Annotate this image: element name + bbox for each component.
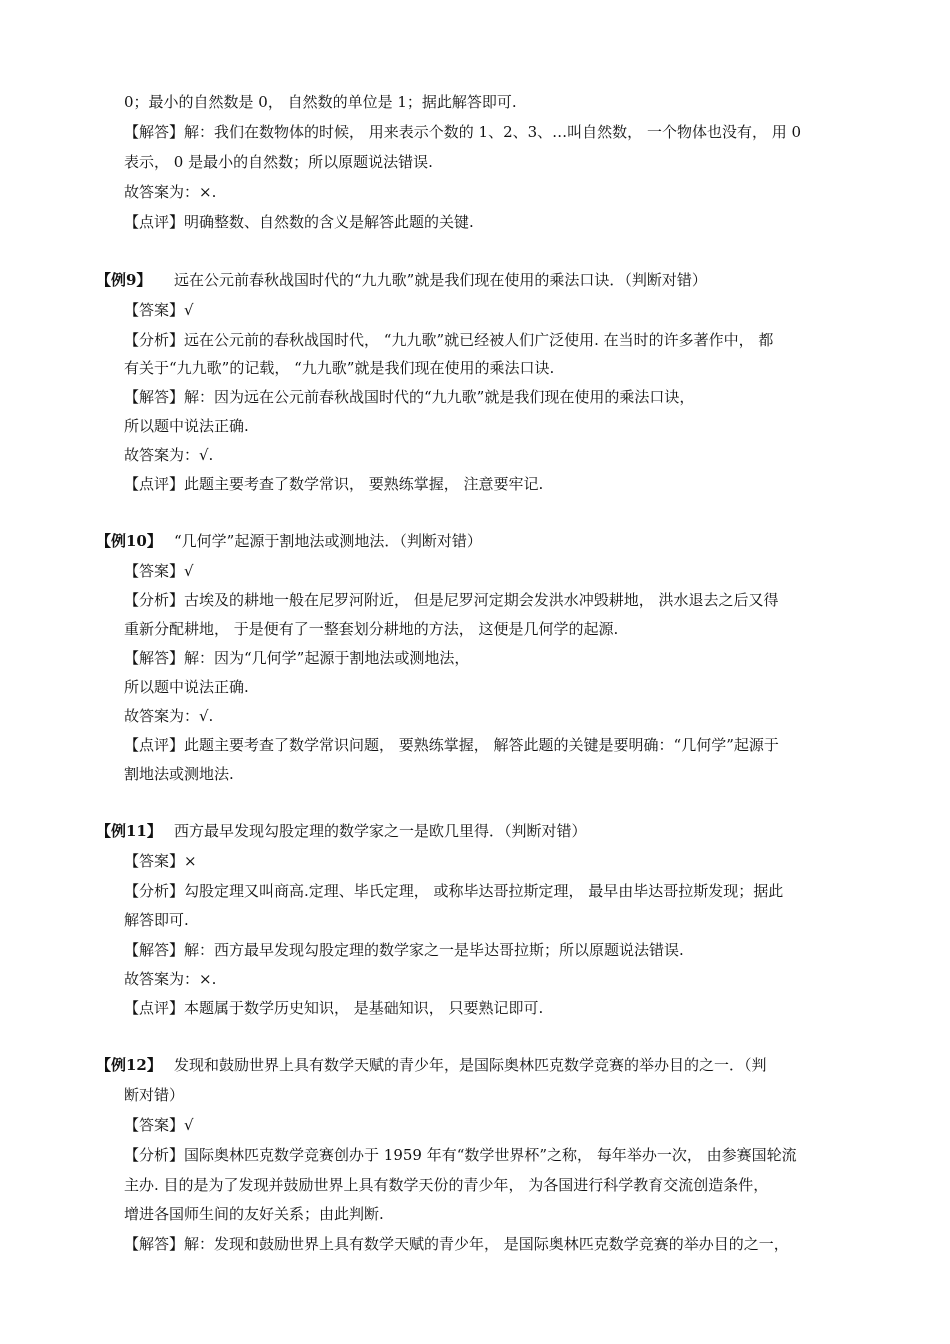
example-11-line: 解答即可. [124, 911, 189, 929]
intro-line-4: 故答案为：×. [124, 183, 217, 201]
example-10-line: 割地法或测地法. [124, 765, 234, 783]
intro-line-2: 【解答】解：我们在数物体的时候， 用来表示个数的 1、2、3、…叫自然数， 一个物体也没有， 用 0 [124, 123, 802, 141]
question-text: 西方最早发现勾股定理的数学家之一是欧几里得．（判断对错） [174, 822, 587, 840]
question-text: 发现和鼓励世界上具有数学天赋的青少年，是国际奥林匹克数学竞赛的举办目的之一．（判 [174, 1056, 767, 1074]
example-10-line: 【分析】古埃及的耕地一般在尼罗河附近， 但是尼罗河定期会发洪水冲毁耕地， 洪水退去之后又得 [124, 591, 779, 609]
example-10-line: 所以题中说法正确. [124, 678, 249, 696]
question-text: “几何学”起源于割地法或测地法．（判断对错） [174, 532, 482, 550]
example-11-question [96, 821, 587, 841]
example-9-line: 【解答】解：因为远在公元前春秋战国时代的“九九歌”就是我们现在使用的乘法口诀， [124, 388, 695, 406]
example-11-line: 【点评】本题属于数学历史知识， 是基础知识， 只要熟记即可. [124, 999, 544, 1017]
example-12-line: 【解答】解：发现和鼓励世界上具有数学天赋的青少年， 是国际奥林匹克数学竞赛的举办目的之一， [124, 1235, 789, 1253]
example-12-question [96, 1055, 767, 1075]
example-12-line: 增进各国师生间的友好关系；由此判断. [124, 1205, 384, 1223]
intro-line-1: 0；最小的自然数是 0， 自然数的单位是 1；据此解答即可. [124, 93, 517, 111]
example-11-line: 故答案为：×. [124, 970, 217, 988]
example-9-question [96, 270, 707, 290]
example-label: 【例12】 [96, 1056, 162, 1074]
example-12-line: 【分析】国际奥林匹克数学竞赛创办于 1959 年有“数学世界杯”之称， 每年举办一次， 由参赛国轮流 [124, 1146, 797, 1164]
example-12-line: 主办. 目的是为了发现并鼓励世界上具有数学天份的青少年， 为各国进行科学教育交流创造条件， [124, 1176, 769, 1194]
example-label: 【例10】 [96, 532, 162, 550]
example-10-line: 故答案为：√. [124, 707, 214, 725]
example-11-line: 【分析】勾股定理又叫商高.定理、毕氏定理， 或称毕达哥拉斯定理， 最早由毕达哥拉斯发现；据此 [124, 882, 784, 900]
example-9-line: 有关于“九九歌”的记载， “九九歌”就是我们现在使用的乘法口诀. [124, 359, 555, 377]
example-11-line: 【答案】× [124, 852, 197, 870]
example-11-line: 【解答】解：西方最早发现勾股定理的数学家之一是毕达哥拉斯；所以原题说法错误. [124, 941, 684, 959]
example-label: 【例11】 [96, 822, 162, 840]
example-9-line: 所以题中说法正确. [124, 417, 249, 435]
example-10-line: 【解答】解：因为“几何学”起源于割地法或测地法， [124, 649, 470, 667]
intro-line-3: 表示， 0 是最小的自然数；所以原题说法错误. [124, 153, 433, 171]
example-9-line: 【点评】此题主要考查了数学常识， 要熟练掌握， 注意要牢记. [124, 475, 544, 493]
example-9-line: 【分析】远在公元前的春秋战国时代， “九九歌”就已经被人们广泛使用. 在当时的许多著作中， 都 [124, 331, 774, 349]
example-label: 【例9】 [96, 271, 152, 289]
example-10-line: 【点评】此题主要考查了数学常识问题， 要熟练掌握， 解答此题的关键是要明确：“几何学”起源于 [124, 736, 779, 754]
question-text: 远在公元前春秋战国时代的“九九歌”就是我们现在使用的乘法口诀．（判断对错） [174, 271, 707, 289]
example-10-line: 【答案】√ [124, 562, 194, 580]
example-9-line: 故答案为：√. [124, 446, 214, 464]
example-12-line: 【答案】√ [124, 1116, 194, 1134]
example-9-line: 【答案】√ [124, 301, 194, 319]
example-10-question [96, 531, 482, 551]
example-12-question-cont: 断对错） [124, 1086, 185, 1104]
example-10-line: 重新分配耕地， 于是便有了一整套划分耕地的方法， 这便是几何学的起源. [124, 620, 619, 638]
intro-line-5: 【点评】明确整数、自然数的含义是解答此题的关键. [124, 213, 474, 231]
